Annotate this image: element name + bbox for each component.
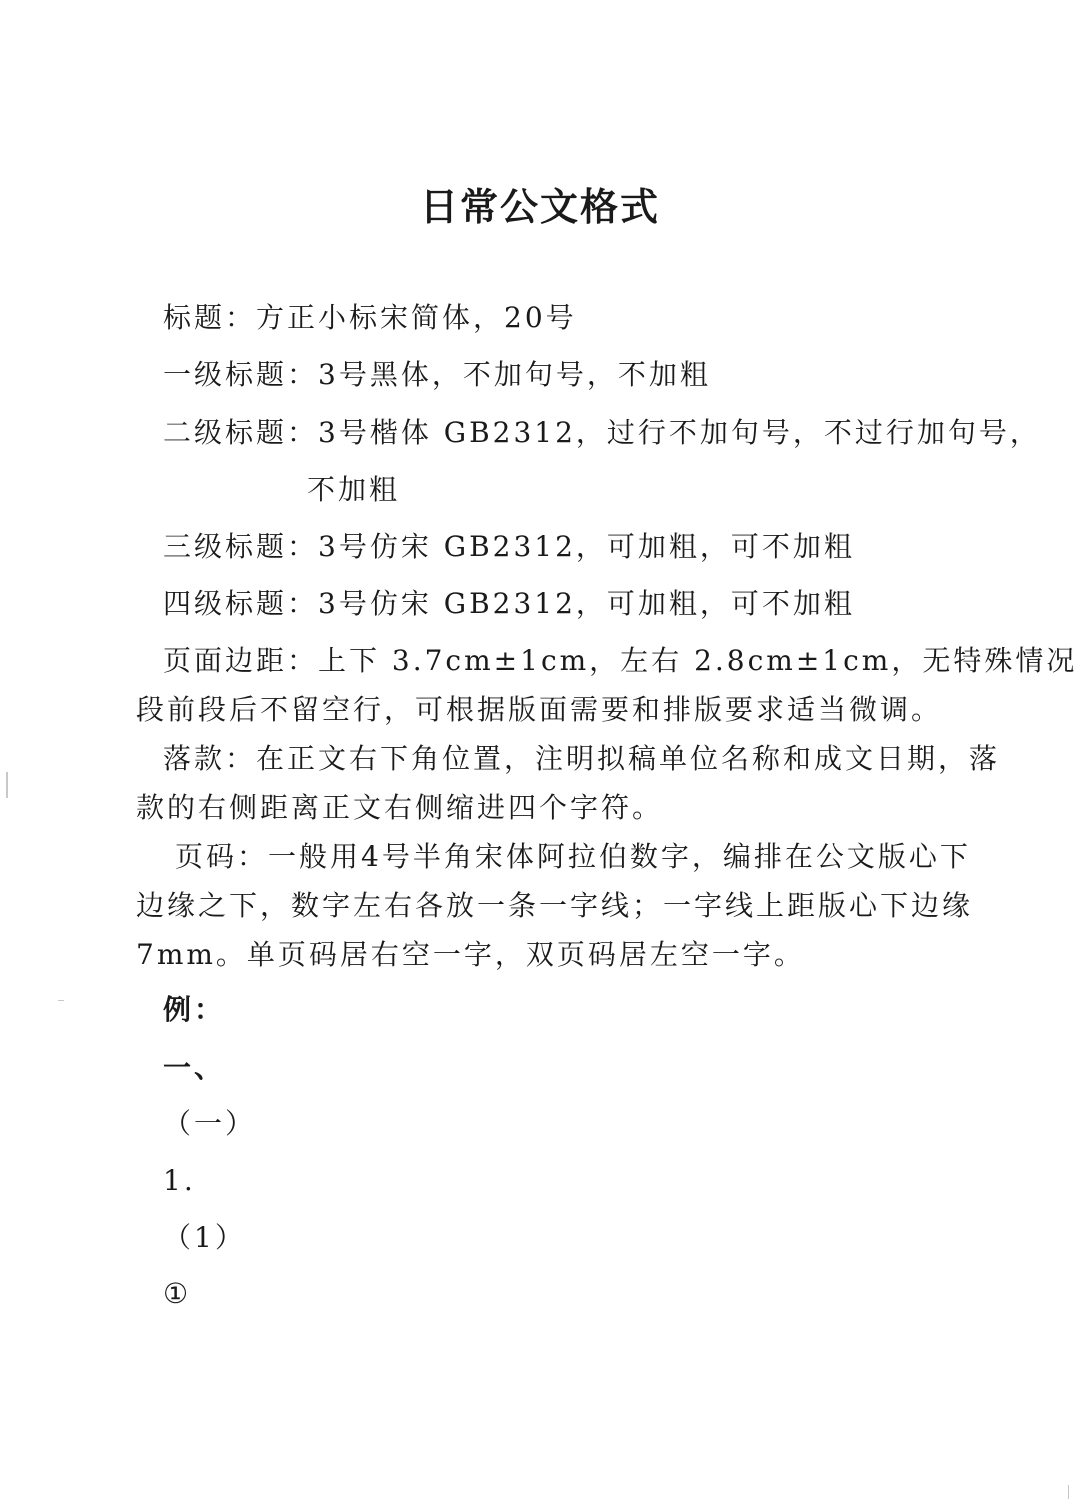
example-level1: 一、 [163, 1051, 226, 1084]
example-level4: （1） [163, 1221, 246, 1254]
rule-signature-cont: 款的右侧距离正文右侧缩进四个字符。 [136, 791, 664, 824]
rule-level1-heading: 一级标题：3号黑体，不加句号，不加粗 [163, 358, 711, 391]
rule-page-number: 页码：一般用4号半角宋体阿拉伯数字，编排在公文版心下 [175, 840, 971, 873]
example-level5: ① [163, 1277, 192, 1310]
rule-level3-heading: 三级标题：3号仿宋 GB2312，可加粗，可不加粗 [163, 530, 855, 563]
rule-page-number-cont2: 7mm。单页码居右空一字，双页码居左空一字。 [136, 938, 805, 971]
scan-artifact [58, 1000, 64, 1001]
rule-level2-heading: 二级标题：3号楷体 GB2312，过行不加句号，不过行加句号， [163, 416, 1041, 449]
rule-signature: 落款：在正文右下角位置，注明拟稿单位名称和成文日期，落 [163, 742, 1001, 775]
document-title: 日常公文格式 [419, 185, 660, 229]
scan-artifact [6, 772, 8, 798]
scan-artifact [1068, 1485, 1069, 1499]
rule-title-font: 标题：方正小标宋简体，20号 [163, 301, 577, 334]
rule-level2-heading-cont: 不加粗 [307, 473, 401, 506]
example-level2: （一） [163, 1107, 257, 1140]
example-label: 例： [163, 993, 226, 1026]
rule-page-number-cont: 边缘之下，数字左右各放一条一字线；一字线上距版心下边缘 [136, 889, 974, 922]
rule-level4-heading: 四级标题：3号仿宋 GB2312，可加粗，可不加粗 [163, 587, 855, 620]
rule-page-margins: 页面边距：上下 3.7cm±1cm，左右 2.8cm±1cm，无特殊情况 [163, 644, 1078, 677]
example-level3: 1. [163, 1164, 196, 1197]
rule-page-margins-cont: 段前段后不留空行，可根据版面需要和排版要求适当微调。 [136, 693, 943, 726]
